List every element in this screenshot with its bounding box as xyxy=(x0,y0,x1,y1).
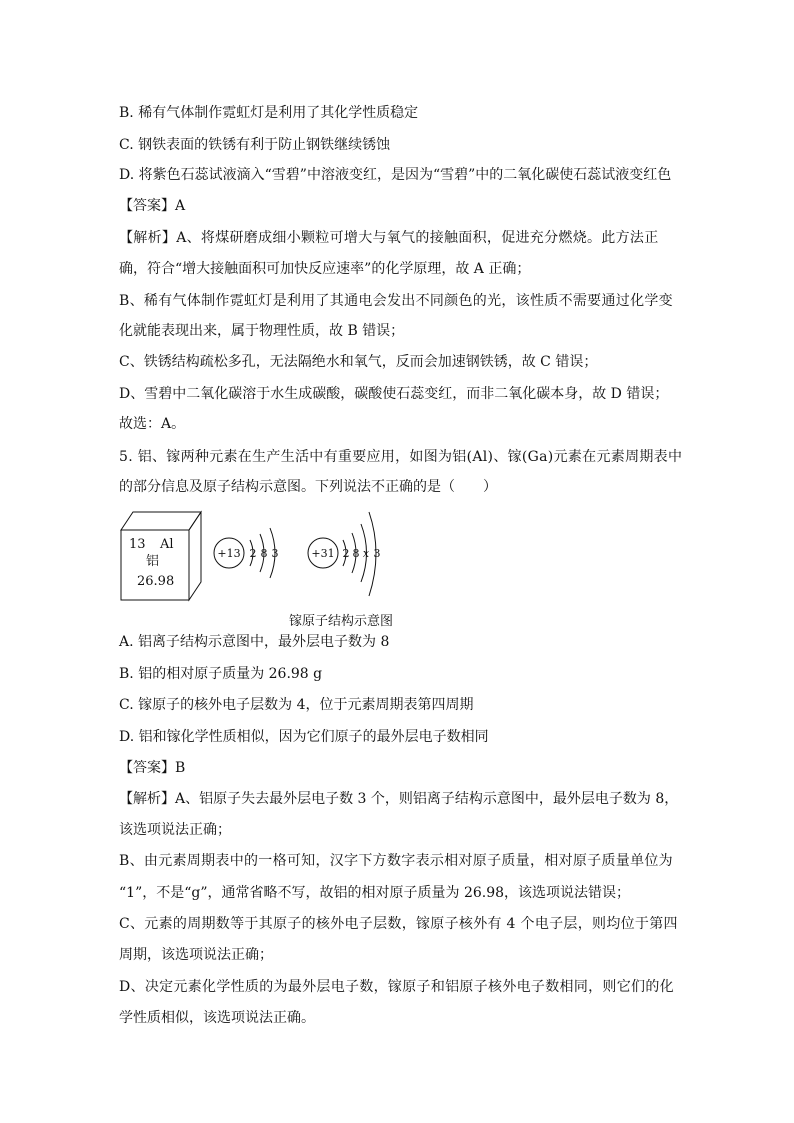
ga-shell-electrons: 2 xyxy=(342,547,350,560)
aluminum-atom-diagram xyxy=(214,528,279,578)
q5-option-c: C. 镓原子的核外电子层数为 4，位于元素周期表第四周期 xyxy=(119,697,474,713)
q5-analysis-line: D、决定元素化学性质的为最外层电子数，镓原子和铝原子核外电子数相同，则它们的化 xyxy=(119,979,674,995)
q5-analysis-line: 周期，该选项说法正确； xyxy=(119,947,273,963)
al-shell-electrons: 2 xyxy=(249,547,257,560)
q5-analysis-line: C、元素的周期数等于其原子的核外电子层数，镓原子核外有 4 个电子层，则均位于第四 xyxy=(119,916,678,932)
q4-analysis-line: C、铁锈结构疏松多孔，无法隔绝水和氧气，反而会加速钢铁锈，故 C 错误； xyxy=(119,354,598,370)
al-shell-electrons: 8 xyxy=(260,547,268,560)
q4-option-d: D. 将紫色石蕊试液滴入“雪碧”中溶液变红，是因为“雪碧”中的二氧化碳使石蕊试液变红色 xyxy=(119,167,672,183)
al-atomic-number: 13 xyxy=(129,537,146,552)
ga-shell-electrons: x xyxy=(362,547,370,560)
ga-shell-electrons: 3 xyxy=(373,547,381,560)
q4-option-b: B. 稀有气体制作霓虹灯是利用了其化学性质稳定 xyxy=(119,105,419,121)
q5-stem-line: 5. 铝、镓两种元素在生产生活中有重要应用，如图为铝(Al)、镓(Ga)元素在元素周期表中 xyxy=(119,449,683,465)
q5-analysis-line: 【解析】A、铝原子失去最外层电子数 3 个，则铝离子结构示意图中，最外层电子数为 8， xyxy=(119,791,679,807)
q5-analysis-line: 该选项说法正确； xyxy=(119,822,231,838)
q4-analysis-line: 故选：A。 xyxy=(119,416,186,432)
q4-analysis-line: 确，符合“增大接触面积可加快反应速率”的化学原理，故 A 正确； xyxy=(119,261,531,277)
q5-stem-line: 的部分信息及原子结构示意图。下列说法不正确的是（ ） xyxy=(119,479,497,495)
q5-option-d: D. 铝和镓化学性质相似，因为它们原子的最外层电子数相同 xyxy=(119,729,489,745)
q5-analysis-line: “1”，不是“g”，通常省略不写，故铝的相对原子质量为 26.98，该选项说法错误； xyxy=(119,885,631,901)
q5-option-a: A. 铝离子结构示意图中，最外层电子数为 8 xyxy=(119,634,390,650)
ga-shell-electrons: 8 xyxy=(352,547,360,560)
q4-analysis-line: 【解析】A、将煤研磨成细小颗粒可增大与氧气的接触面积，促进充分燃烧。此方法正 xyxy=(119,230,659,246)
q4-analysis-line: B、稀有气体制作霓虹灯是利用了其通电会发出不同颜色的光，该性质不需要通过化学变 xyxy=(119,293,673,309)
q5-analysis-line: 学性质相似，该选项说法正确。 xyxy=(119,1010,315,1026)
diagram-caption: 镓原子结构示意图 xyxy=(289,614,394,629)
q5-option-b: B. 铝的相对原子质量为 26.98 g xyxy=(119,666,323,682)
al-symbol: Al xyxy=(160,537,174,552)
al-name: 铝 xyxy=(146,554,160,569)
q4-answer: 【答案】A xyxy=(119,198,186,214)
ga-nucleus-charge: +31 xyxy=(311,547,335,560)
gallium-atom-diagram xyxy=(308,512,381,596)
al-shell-electrons: 3 xyxy=(271,547,279,560)
q4-option-c: C. 钢铁表面的铁锈有利于防止钢铁继续锈蚀 xyxy=(119,137,391,153)
q4-analysis-line: D、雪碧中二氧化碳溶于水生成碳酸，碳酸使石蕊变红，而非二氧化碳本身，故 D 错误； xyxy=(119,386,669,402)
al-atomic-mass: 26.98 xyxy=(137,574,175,589)
aluminum-element-cell xyxy=(121,512,201,600)
atom-structure-diagram xyxy=(119,504,419,634)
q5-analysis-line: B、由元素周期表中的一格可知，汉字下方数字表示相对原子质量，相对原子质量单位为 xyxy=(119,853,673,869)
q4-analysis-line: 化就能表现出来，属于物理性质，故 B 错误； xyxy=(119,323,405,339)
al-nucleus-charge: +13 xyxy=(217,547,241,560)
q5-answer: 【答案】B xyxy=(119,760,186,776)
